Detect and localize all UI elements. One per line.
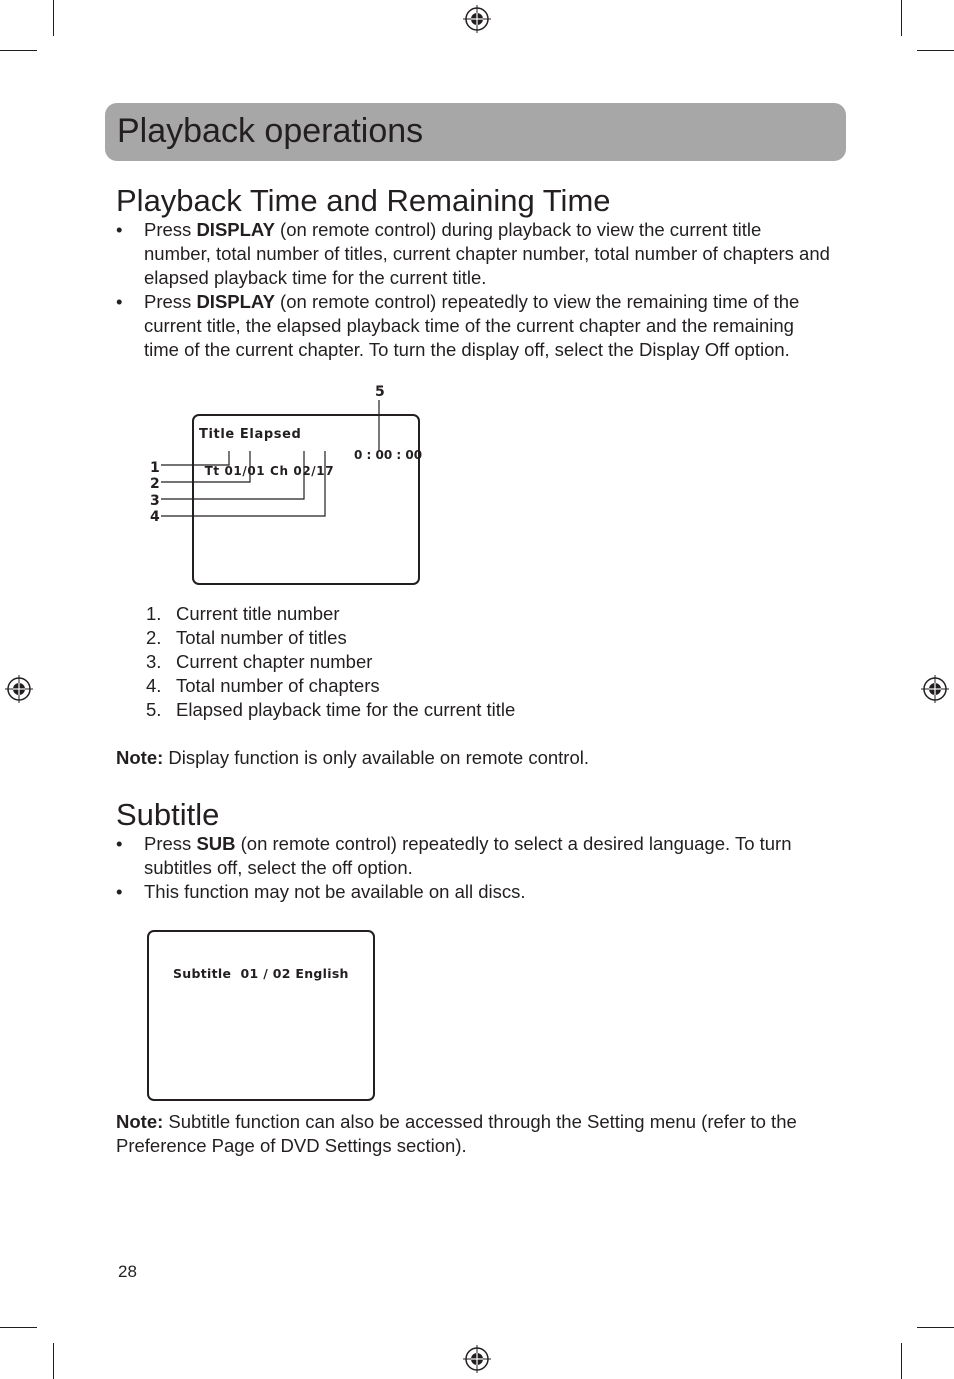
list-item: • Press DISPLAY (on remote control) repeatedly to view the remaining time of the current title, the elapsed playback time of the current chapter and the remaining time of the current chapter. To turn the display off, select the Display Off option. [116,290,831,362]
list-item: 2. Total number of titles [146,627,347,648]
osd-title-elapsed: Title Elapsed [199,427,302,442]
list-item: • Press SUB (on remote control) repeatedly to select a desired language. To turn subtitles off, select the off option. [116,832,831,880]
callout-line-1 [161,451,229,465]
list-item: 3. Current chapter number [146,651,373,672]
crop-mark [53,0,54,36]
callout-legend-list [146,602,515,722]
list-item: 1. Current title number [146,603,340,624]
crop-mark [917,1327,954,1328]
crop-mark [901,0,902,36]
subtitle-osd-screen [147,930,375,1101]
playback-time-bullets [116,218,831,362]
callout-number-1: 1 [150,460,160,476]
registration-mark-icon [462,4,492,34]
registration-mark-icon [920,674,950,704]
list-item: 4. Total number of chapters [146,675,380,696]
registration-mark-icon [4,674,34,704]
section-heading-subtitle: Subtitle [116,797,220,832]
page-title: Playback operations [117,112,424,150]
registration-mark-icon [462,1344,492,1374]
crop-mark [0,1327,37,1328]
page-number: 28 [118,1262,137,1281]
callout-number-4: 4 [150,509,160,525]
osd-info-line: Tt 01/01 Ch 02/17 [204,464,335,478]
list-item: • This function may not be available on all discs. [116,880,831,904]
crop-mark [53,1343,54,1379]
crop-mark [0,50,37,51]
callout-leader-lines [150,395,430,530]
list-item: • Press DISPLAY (on remote control) during playback to view the current title number, total number of titles, current chapter number, total number of chapters and elapsed playback time for the current title. [116,218,831,290]
callout-line-3 [161,451,304,499]
section-header-bar [105,103,846,161]
subtitle-note: Note: Subtitle function can also be accessed through the Setting menu (refer to the Preference Page of DVD Settings section). [116,1111,797,1156]
subtitle-bullets [116,832,831,904]
osd-time: 0 : 00 : 00 [354,448,423,462]
callout-number-5: 5 [375,384,385,400]
callout-number-2: 2 [150,476,160,492]
callout-number-3: 3 [150,493,160,509]
section-heading-playback-time: Playback Time and Remaining Time [116,183,611,218]
callout-line-2 [161,451,250,482]
crop-mark [901,1343,902,1379]
callout-line-4 [161,451,325,516]
osd-subtitle-line: Subtitle 01 / 02 English [173,966,349,981]
list-item: 5. Elapsed playback time for the current title [146,699,516,720]
display-note: Note: Display function is only available on remote control. [116,747,589,768]
crop-mark [917,50,954,51]
